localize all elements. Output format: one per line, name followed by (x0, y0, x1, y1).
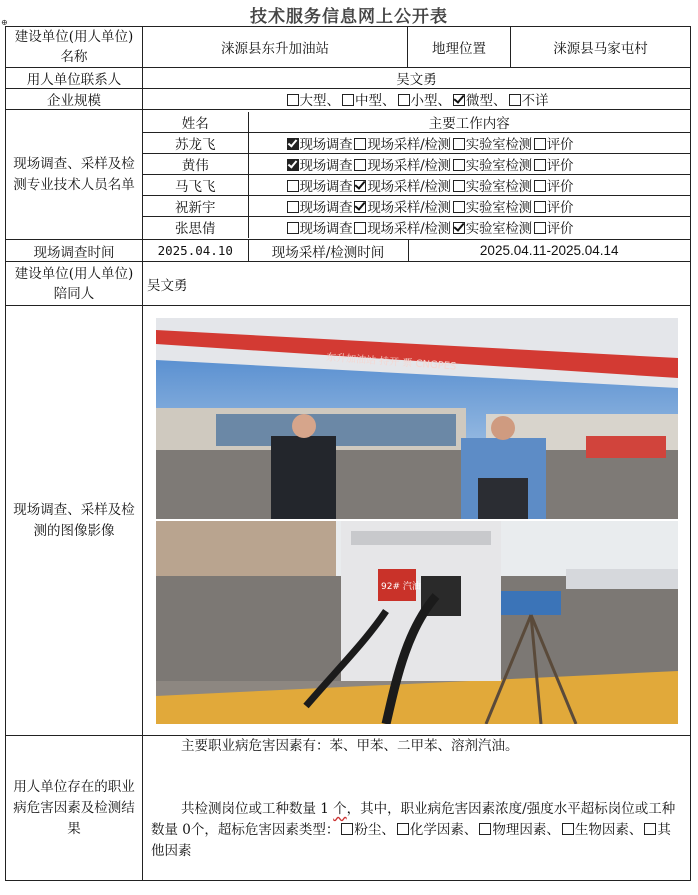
work-checkbox[interactable] (287, 222, 299, 234)
work-checkbox[interactable] (534, 159, 546, 171)
scale-label: 企业规模 (6, 89, 143, 110)
work-item-label: 现场采样/检测 (367, 221, 451, 238)
scale-checkbox[interactable] (287, 94, 299, 106)
work-item-label: 评价 (546, 221, 574, 238)
result-line1: 主要职业病危害因素有：苯、甲苯、二甲苯、溶剂汽油。 (181, 738, 519, 754)
staff-name: 黄伟 (143, 154, 248, 175)
staff-row (143, 196, 690, 217)
staff-row (143, 217, 690, 238)
staff-work (248, 133, 690, 154)
pump-sign: 92# 汽油 (380, 581, 421, 592)
scale-checkbox[interactable] (509, 94, 521, 106)
sampling-time-label: 现场采样/检测时间 (248, 240, 408, 261)
work-item-label: 现场调查 (299, 221, 353, 238)
contact-value: 吴文勇 (143, 68, 691, 89)
staff-work (248, 154, 690, 175)
location-label: 地理位置 (408, 27, 511, 68)
work-checkbox[interactable] (354, 138, 366, 150)
scale-checkbox[interactable] (453, 94, 465, 106)
unit-value: 涞源县东升加油站 (143, 27, 408, 68)
info-table (5, 26, 691, 881)
hazard-checkbox[interactable] (397, 823, 409, 835)
escort-value: 吴文勇 (143, 262, 691, 306)
separator: 、 (381, 822, 395, 838)
photo-sampling (156, 521, 678, 724)
work-checkbox[interactable] (287, 180, 299, 192)
escort-label: 建设单位(用人单位)陪同人 (6, 262, 143, 306)
survey-time-value: 2025.04.10 (143, 240, 248, 261)
staff-row (143, 154, 690, 175)
work-checkbox[interactable] (453, 138, 465, 150)
separator: 、 (326, 93, 340, 109)
staff-name-header: 姓名 (143, 112, 248, 133)
staff-table (143, 112, 690, 238)
staff-name: 马飞飞 (143, 175, 248, 196)
anchor-icon: ⊕ (1, 18, 8, 27)
work-checkbox[interactable] (354, 180, 366, 192)
work-checkbox[interactable] (354, 222, 366, 234)
staff-row (143, 175, 690, 196)
separator: 、 (546, 822, 560, 838)
staff-work (248, 175, 690, 196)
scale-option-label: 不详 (521, 93, 549, 109)
work-item-label: 评价 (546, 179, 574, 195)
sampling-time-value: 2025.04.11-2025.04.14 (408, 240, 690, 261)
hazard-option-label: 生物因素 (574, 822, 629, 838)
scale-option-label: 小型 (410, 93, 438, 109)
work-item-label: 评价 (546, 158, 574, 174)
unit-label: 建设单位(用人单位)名称 (6, 27, 143, 68)
work-checkbox[interactable] (453, 180, 465, 192)
work-item-label: 现场调查 (299, 200, 353, 216)
hazard-option-label: 粉尘 (354, 822, 382, 838)
survey-time-label: 现场调查时间 (6, 240, 143, 262)
scale-option-label: 中型 (355, 93, 382, 109)
staff-name: 祝新宇 (143, 196, 248, 217)
hazard-checkbox[interactable] (341, 823, 353, 835)
work-item-label: 评价 (546, 137, 574, 153)
work-item-label: 实验室检测 (465, 221, 532, 238)
hazard-option-label: 物理因素 (492, 822, 547, 838)
work-item-label: 现场采样/检测 (367, 158, 451, 174)
result-line2: 共检测岗位或工种数量 1 个，其中，职业病危害因素浓度/强度水平超标岗位或工种数量 0个，超标危害因素类型： 粉尘、 化学因素、 物理因素、 生物因素、 其他因素 (151, 801, 676, 859)
work-checkbox[interactable] (287, 201, 299, 213)
images-label: 现场调查、采样及检测的图像影像 (6, 306, 143, 736)
result-label: 用人单位存在的职业病危害因素及检测结果 (6, 736, 143, 881)
scale-checkbox[interactable] (398, 94, 410, 106)
work-item-label: 现场采样/检测 (367, 200, 451, 216)
scale-option-label: 微型 (466, 93, 493, 109)
staff-work (248, 196, 690, 217)
canopy-sign: 东升加油站 持开 票 CNGPES (325, 351, 457, 373)
hazard-checkbox[interactable] (644, 823, 656, 835)
work-checkbox[interactable] (287, 159, 299, 171)
work-item-label: 实验室检测 (465, 158, 532, 174)
work-checkbox[interactable] (287, 138, 299, 150)
staff-row (143, 133, 690, 154)
work-item-label: 实验室检测 (465, 200, 532, 216)
work-checkbox[interactable] (354, 159, 366, 171)
work-checkbox[interactable] (534, 138, 546, 150)
work-checkbox[interactable] (453, 201, 465, 213)
separator: 、 (493, 93, 507, 109)
work-item-label: 现场调查 (299, 137, 353, 153)
work-item-label: 实验室检测 (465, 179, 532, 195)
scale-option-label: 大型 (299, 93, 327, 109)
contact-label: 用人单位联系人 (6, 68, 143, 89)
separator: 、 (463, 822, 478, 838)
hazard-option-label: 其他因素 (151, 822, 671, 859)
staff-label: 现场调查、采样及检测专业技术人员名单 (6, 110, 143, 240)
separator: 、 (628, 822, 643, 838)
work-item-label: 现场采样/检测 (367, 179, 451, 195)
separator: 、 (437, 93, 451, 109)
page-title: 技术服务信息网上公开表 (250, 7, 448, 27)
work-checkbox[interactable] (354, 201, 366, 213)
hazard-checkbox[interactable] (562, 823, 574, 835)
scale-checkbox[interactable] (342, 94, 354, 106)
staff-name: 苏龙飞 (143, 133, 248, 154)
hazard-option-label: 化学因素 (409, 822, 464, 838)
work-item-label: 现场采样/检测 (367, 137, 451, 153)
work-checkbox[interactable] (453, 222, 465, 234)
work-item-label: 现场调查 (299, 158, 353, 174)
work-item-label: 现场调查 (299, 179, 353, 195)
work-item-label: 实验室检测 (465, 137, 532, 153)
work-item-label: 评价 (546, 200, 574, 216)
work-checkbox[interactable] (453, 159, 465, 171)
scale-options (143, 89, 691, 110)
work-checkbox[interactable] (534, 201, 546, 213)
staff-work (248, 217, 690, 238)
photo-site-survey (156, 318, 678, 519)
location-value: 涞源县马家屯村 (511, 27, 691, 68)
hazard-checkbox[interactable] (479, 823, 491, 835)
staff-work-header: 主要工作内容 (248, 112, 690, 133)
separator: 、 (382, 93, 396, 109)
work-checkbox[interactable] (534, 222, 546, 234)
work-checkbox[interactable] (534, 180, 546, 192)
staff-name: 张思倩 (143, 217, 248, 238)
